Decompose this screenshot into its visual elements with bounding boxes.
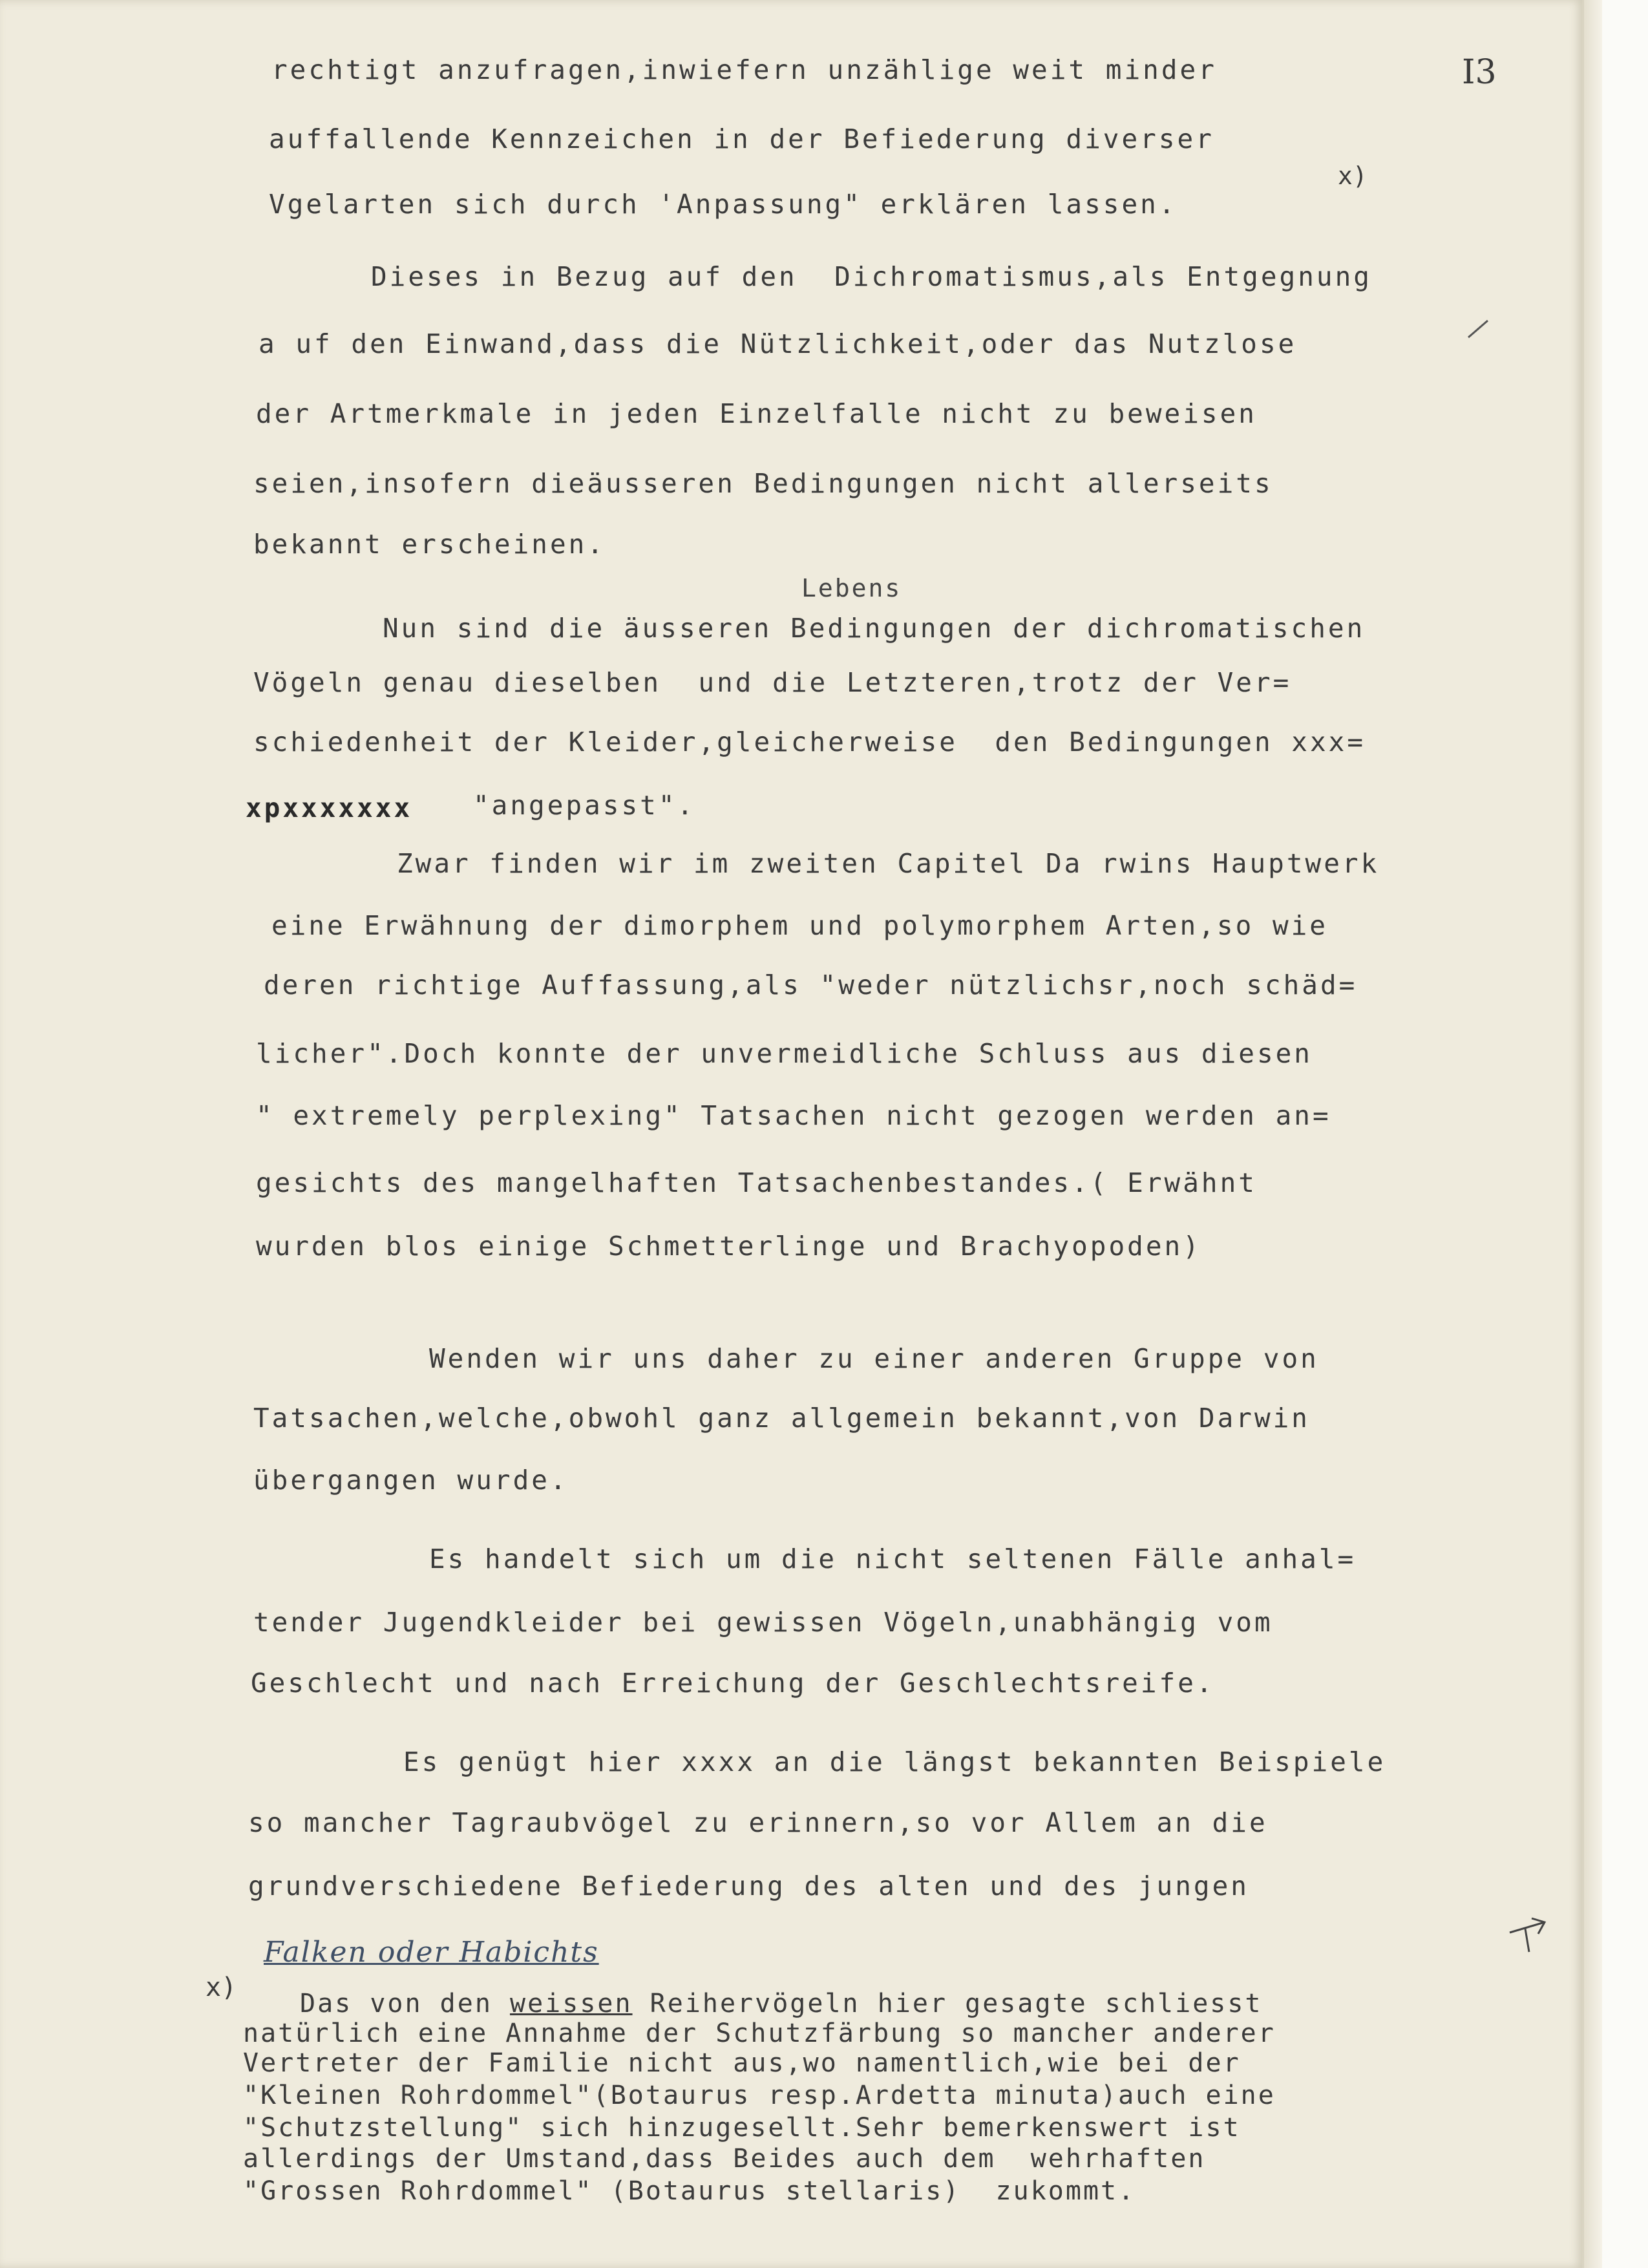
footnote-text: Reihervögeln hier gesagte schliesst: [632, 1989, 1263, 2019]
text-line: Dieses in Bezug auf den Dichromatismus,als Entgegnung: [371, 261, 1372, 292]
text-line: auffallende Kennzeichen in der Befiederung diverser: [269, 123, 1214, 154]
footnote-line: [300, 1991, 1263, 2017]
footnote-underlined-word: weissen: [509, 1989, 633, 2019]
text-line: Wenden wir uns daher zu einer anderen Gruppe von: [429, 1343, 1319, 1374]
pencil-arrow-icon: [1506, 1913, 1551, 1958]
footnote-line: "Kleinen Rohrdommel"(Botaurus resp.Ardetta minuta)auch eine: [243, 2081, 1276, 2110]
text-line: Nun sind die äusseren Bedingungen der dichromatischen: [383, 613, 1366, 644]
text-line: Tatsachen,welche,obwohl ganz allgemein bekannt,von Darwin: [253, 1403, 1310, 1434]
text-line: schiedenheit der Kleider,gleicherweise den Bedingungen xxx=: [253, 726, 1366, 758]
text-line: bekannt erscheinen.: [253, 529, 606, 560]
text-line: Geschlecht und nach Erreichung der Geschlechtsreife.: [251, 1668, 1215, 1699]
text-line: übergangen wurde.: [253, 1465, 569, 1496]
text-line: "angepasst".: [473, 790, 696, 821]
page-edge-shadow: [1584, 0, 1602, 2268]
footnote-marker: x): [206, 1973, 237, 2002]
footnote-line: "Schutzstellung" sich hinzugesellt.Sehr bemerkenswert ist: [243, 2113, 1241, 2143]
page-number: I3: [1462, 53, 1497, 92]
text-line: rechtigt anzufragen,inwiefern unzählige weit minder: [271, 54, 1217, 85]
text-line: " extremely perplexing" Tatsachen nicht gezogen werden an=: [256, 1100, 1331, 1131]
footnote-text: Das von den: [300, 1989, 510, 2019]
footnote-line: Vertreter der Familie nicht aus,wo namentlich,wie bei der: [243, 2048, 1241, 2078]
text-line: tender Jugendkleider bei gewissen Vögeln,unabhängig vom: [253, 1607, 1273, 1638]
text-line: eine Erwähnung der dimorphem und polymorphem Arten,so wie: [271, 910, 1328, 941]
struck-text: xpxxxxxxx: [246, 792, 413, 823]
footnote-line: allerdings der Umstand,dass Beides auch dem wehrhaften: [243, 2144, 1206, 2174]
text-line: Es genügt hier xxxx an die längst bekannten Beispiele: [403, 1746, 1386, 1777]
text-line: Es handelt sich um die nicht seltenen Fälle anhal=: [429, 1543, 1357, 1574]
text-line: so mancher Tagraubvögel zu erinnern,so vor Allem an die: [248, 1807, 1268, 1838]
text-line: wurden blos einige Schmetterlinge und Brachyopoden): [256, 1231, 1201, 1262]
text-line: Vgelarten sich durch 'Anpassung" erklären lassen.: [269, 189, 1178, 220]
text-line: gesichts des mangelhaften Tatsachenbestandes.( Erwähnt: [256, 1167, 1257, 1198]
pencil-tick-icon: [1466, 317, 1492, 343]
text-line: seien,insofern dieäusseren Bedingungen nicht allerseits: [253, 468, 1273, 499]
footnote-line: "Grossen Rohrdommel" (Botaurus stellaris) zukommt.: [243, 2176, 1136, 2206]
text-line: licher".Doch konnte der unvermeidliche Schluss aus diesen: [256, 1038, 1313, 1069]
insertion-word: Lebens: [801, 574, 902, 602]
footnote-marker-top: x): [1338, 162, 1368, 190]
text-line: Vögeln genau dieselben und die Letzteren,trotz der Ver=: [253, 667, 1292, 698]
handwritten-annotation: Falken oder Habichts: [264, 1936, 599, 1969]
text-line: grundverschiedene Befiederung des alten und des jungen: [248, 1871, 1249, 1902]
text-line: deren richtige Auffassung,als "weder nützlichsr,noch schäd=: [264, 970, 1358, 1001]
text-line: a uf den Einwand,dass die Nützlichkeit,oder das Nutzlose: [259, 328, 1297, 359]
text-line: Zwar finden wir im zweiten Capitel Da rwins Hauptwerk: [397, 848, 1380, 879]
footnote-line: natürlich eine Annahme der Schutzfärbung so mancher anderer: [243, 2019, 1276, 2048]
text-line: der Artmerkmale in jeden Einzelfalle nicht zu beweisen: [256, 398, 1257, 429]
background-margin: [1582, 0, 1648, 2268]
